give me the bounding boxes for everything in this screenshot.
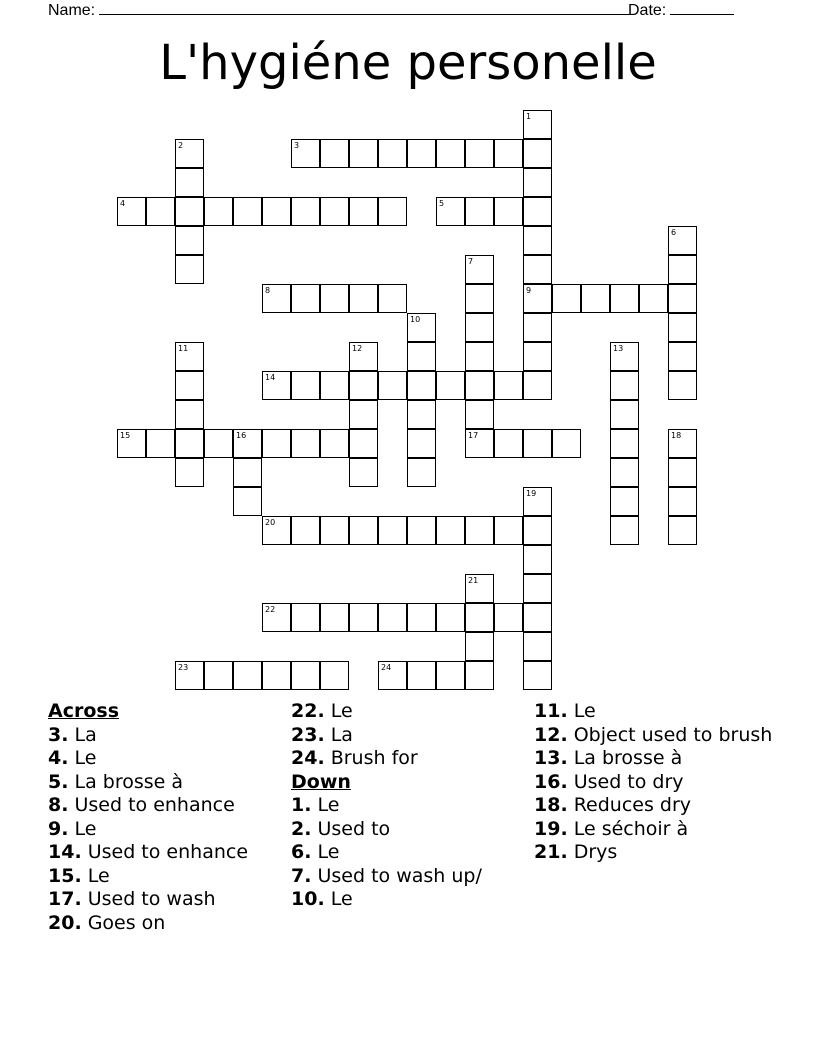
clue-number: 12.	[534, 723, 568, 746]
grid-cell[interactable]	[349, 603, 378, 632]
clue-text: Used to enhance	[68, 794, 235, 816]
grid-cell[interactable]	[146, 429, 175, 458]
across-clue	[48, 794, 278, 818]
grid-cell[interactable]	[465, 516, 494, 545]
grid-cell[interactable]	[262, 516, 291, 545]
grid-cell[interactable]	[378, 516, 407, 545]
grid-cell[interactable]	[378, 603, 407, 632]
clue-text: Le	[81, 864, 110, 887]
grid-cell[interactable]	[465, 371, 494, 400]
grid-cell[interactable]	[233, 661, 262, 690]
grid-cell[interactable]	[523, 574, 552, 603]
grid-cell[interactable]	[668, 313, 697, 342]
cell-number: 24	[381, 663, 392, 672]
clue-number: 23.	[291, 723, 325, 746]
grid-cell[interactable]	[233, 458, 262, 487]
grid-cell[interactable]	[465, 661, 494, 690]
cell-number: 13	[613, 344, 624, 353]
grid-cell[interactable]	[233, 197, 262, 226]
grid-cell[interactable]	[436, 139, 465, 168]
clue-number: 13.	[534, 747, 568, 769]
grid-cell[interactable]	[320, 516, 349, 545]
grid-cell[interactable]	[233, 487, 262, 516]
grid-cell[interactable]	[610, 342, 639, 371]
grid-cell[interactable]	[523, 603, 552, 632]
grid-cell[interactable]	[610, 371, 639, 400]
grid-cell[interactable]	[465, 139, 494, 168]
down-clue	[534, 794, 774, 818]
grid-cell[interactable]	[291, 284, 320, 313]
clue-text: Le séchoir à	[567, 817, 689, 840]
grid-cell[interactable]	[262, 284, 291, 313]
grid-cell[interactable]	[233, 429, 262, 458]
grid-cell[interactable]	[204, 661, 233, 690]
cell-number: 21	[468, 576, 479, 585]
clue-number: 1.	[291, 794, 312, 816]
grid-cell[interactable]	[494, 429, 523, 458]
grid-cell[interactable]	[320, 284, 349, 313]
grid-cell[interactable]	[349, 458, 378, 487]
across-clue	[48, 888, 278, 912]
down-clue	[534, 700, 774, 724]
grid-cell[interactable]	[407, 400, 436, 429]
grid-cell[interactable]	[204, 429, 233, 458]
clue-number: 8.	[48, 794, 69, 816]
grid-cell[interactable]	[523, 110, 552, 139]
grid-cell[interactable]	[523, 661, 552, 690]
clue-text: La	[68, 723, 97, 746]
across-clue	[48, 865, 278, 889]
grid-cell[interactable]	[407, 313, 436, 342]
grid-cell[interactable]	[291, 516, 320, 545]
across-clue	[48, 841, 278, 865]
clue-text: Used to wash	[81, 888, 216, 910]
grid-cell[interactable]	[610, 487, 639, 516]
grid-cell[interactable]	[494, 139, 523, 168]
clue-number: 5.	[48, 770, 69, 793]
down-clue	[291, 865, 521, 889]
cell-number: 9	[526, 286, 532, 295]
clue-number: 3.	[48, 723, 69, 746]
grid-cell[interactable]	[117, 429, 146, 458]
grid-cell[interactable]	[175, 255, 204, 284]
grid-cell[interactable]	[262, 603, 291, 632]
clue-number: 15.	[48, 864, 82, 887]
clue-number: 6.	[291, 841, 312, 863]
across-clue	[48, 771, 278, 795]
cell-number: 12	[352, 344, 363, 353]
cell-number: 8	[265, 286, 271, 295]
grid-cell[interactable]	[262, 661, 291, 690]
grid-cell[interactable]	[349, 342, 378, 371]
cell-number: 20	[265, 518, 276, 527]
grid-cell[interactable]	[523, 197, 552, 226]
grid-cell[interactable]	[610, 284, 639, 313]
grid-cell[interactable]	[610, 429, 639, 458]
grid-cell[interactable]	[668, 458, 697, 487]
clue-text: La	[324, 723, 353, 746]
grid-cell[interactable]	[291, 661, 320, 690]
grid-cell[interactable]	[262, 197, 291, 226]
grid-cell[interactable]	[436, 603, 465, 632]
clue-number: 4.	[48, 747, 69, 769]
clue-text: Le	[311, 841, 340, 863]
grid-cell[interactable]	[523, 342, 552, 371]
grid-cell[interactable]	[407, 661, 436, 690]
grid-cell[interactable]	[465, 342, 494, 371]
grid-cell[interactable]	[494, 516, 523, 545]
clue-number: 17.	[48, 888, 82, 910]
grid-cell[interactable]	[349, 284, 378, 313]
grid-cell[interactable]	[175, 661, 204, 690]
grid-cell[interactable]	[523, 429, 552, 458]
grid-cell[interactable]	[436, 197, 465, 226]
grid-cell[interactable]	[378, 197, 407, 226]
grid-cell[interactable]	[668, 371, 697, 400]
across-clue	[291, 724, 521, 748]
across-clue	[48, 912, 278, 936]
clue-text: Le	[324, 888, 353, 910]
grid-cell[interactable]	[407, 603, 436, 632]
grid-cell[interactable]	[465, 429, 494, 458]
grid-cell[interactable]	[668, 429, 697, 458]
clue-number: 24.	[291, 747, 325, 769]
grid-cell[interactable]	[465, 197, 494, 226]
grid-cell[interactable]	[349, 516, 378, 545]
grid-cell[interactable]	[523, 371, 552, 400]
grid-cell[interactable]	[668, 516, 697, 545]
cell-number: 2	[178, 141, 184, 150]
clue-number: 11.	[534, 700, 568, 722]
cell-number: 18	[671, 431, 682, 440]
cell-number: 19	[526, 489, 537, 498]
grid-cell[interactable]	[378, 284, 407, 313]
across-heading: Across	[48, 700, 120, 722]
clue-text: La brosse à	[68, 770, 184, 793]
grid-cell[interactable]	[291, 371, 320, 400]
grid-cell[interactable]	[610, 400, 639, 429]
down-clue	[291, 888, 521, 912]
grid-cell[interactable]	[465, 400, 494, 429]
grid-cell[interactable]	[175, 429, 204, 458]
clue-text: Le	[311, 794, 340, 816]
clue-text: Le	[324, 700, 353, 722]
clue-text: Object used to brush	[567, 723, 773, 746]
name-label: Name:	[48, 2, 96, 19]
grid-cell[interactable]	[407, 458, 436, 487]
grid-cell[interactable]	[291, 603, 320, 632]
grid-cell[interactable]	[494, 603, 523, 632]
clue-text: Le	[567, 700, 596, 722]
clue-number: 18.	[534, 794, 568, 816]
cell-number: 22	[265, 605, 276, 614]
grid-cell[interactable]	[175, 226, 204, 255]
clue-number: 10.	[291, 888, 325, 910]
grid-cell[interactable]	[349, 371, 378, 400]
clue-text: Brush for	[324, 747, 418, 769]
grid-cell[interactable]	[291, 429, 320, 458]
grid-cell[interactable]	[436, 516, 465, 545]
grid-cell[interactable]	[320, 197, 349, 226]
grid-cell[interactable]	[523, 255, 552, 284]
cell-number: 11	[178, 344, 189, 353]
clue-text: Used to	[311, 817, 391, 840]
grid-cell[interactable]	[523, 313, 552, 342]
grid-cell[interactable]	[610, 516, 639, 545]
grid-cell[interactable]	[175, 458, 204, 487]
cell-number: 10	[410, 315, 421, 324]
clue-number: 9.	[48, 817, 69, 840]
cell-number: 7	[468, 257, 474, 266]
down-clue	[291, 841, 521, 865]
grid-cell[interactable]	[581, 284, 610, 313]
grid-cell[interactable]	[523, 168, 552, 197]
cell-number: 15	[120, 431, 131, 440]
grid-cell[interactable]	[465, 284, 494, 313]
cell-number: 23	[178, 663, 189, 672]
grid-cell[interactable]	[523, 139, 552, 168]
across-clue	[48, 747, 278, 771]
grid-cell[interactable]	[465, 603, 494, 632]
grid-cell[interactable]	[668, 487, 697, 516]
cell-number: 3	[294, 141, 300, 150]
grid-cell[interactable]	[610, 458, 639, 487]
down-clue	[534, 747, 774, 771]
grid-cell[interactable]	[349, 400, 378, 429]
grid-cell[interactable]	[320, 429, 349, 458]
grid-cell[interactable]	[523, 516, 552, 545]
clue-number: 14.	[48, 841, 82, 863]
cell-number: 17	[468, 431, 479, 440]
clue-text: Used to wash up/	[311, 864, 482, 887]
cell-number: 5	[439, 199, 445, 208]
down-heading: Down	[291, 770, 351, 793]
grid-cell[interactable]	[175, 139, 204, 168]
grid-cell[interactable]	[494, 197, 523, 226]
grid-cell[interactable]	[175, 400, 204, 429]
grid-cell[interactable]	[523, 632, 552, 661]
across-clue	[291, 747, 521, 771]
cell-number: 6	[671, 228, 677, 237]
grid-cell[interactable]	[407, 371, 436, 400]
down-clue	[534, 771, 774, 795]
grid-cell[interactable]	[117, 197, 146, 226]
grid-cell[interactable]	[523, 487, 552, 516]
clue-number: 16.	[534, 770, 568, 793]
grid-cell[interactable]	[465, 632, 494, 661]
grid-cell[interactable]	[175, 168, 204, 197]
down-column	[534, 700, 774, 865]
cell-number: 4	[120, 199, 126, 208]
clue-number: 2.	[291, 817, 312, 840]
grid-cell[interactable]	[465, 255, 494, 284]
grid-cell[interactable]	[378, 139, 407, 168]
clue-number: 21.	[534, 841, 568, 863]
clue-text: Used to enhance	[81, 841, 249, 863]
grid-cell[interactable]	[262, 429, 291, 458]
across-clue	[48, 818, 278, 842]
grid-cell[interactable]	[320, 661, 349, 690]
cell-number: 1	[526, 112, 532, 121]
grid-cell[interactable]	[407, 429, 436, 458]
page-title: L'hygiéne personelle	[159, 35, 657, 91]
clue-text: Used to dry	[567, 770, 684, 793]
down-clue	[534, 724, 774, 748]
clue-text: Le	[68, 817, 97, 840]
clue-number: 20.	[48, 911, 82, 934]
grid-cell[interactable]	[349, 139, 378, 168]
grid-cell[interactable]	[668, 284, 697, 313]
down-clue	[534, 818, 774, 842]
grid-cell[interactable]	[378, 371, 407, 400]
grid-cell[interactable]	[523, 226, 552, 255]
date-label: Date:	[628, 2, 667, 19]
grid-cell[interactable]	[407, 139, 436, 168]
down-clue	[291, 794, 521, 818]
grid-cell[interactable]	[349, 429, 378, 458]
clue-text: La brosse à	[567, 747, 683, 769]
across-column	[48, 700, 278, 935]
grid-cell[interactable]	[378, 661, 407, 690]
grid-cell[interactable]	[552, 429, 581, 458]
clue-number: 22.	[291, 700, 325, 722]
grid-cell[interactable]	[291, 197, 320, 226]
clue-text: Drys	[567, 841, 618, 863]
grid-cell[interactable]	[349, 197, 378, 226]
grid-cell[interactable]	[320, 603, 349, 632]
grid-cell[interactable]	[639, 284, 668, 313]
grid-cell[interactable]	[523, 284, 552, 313]
mid-column	[291, 700, 521, 912]
grid-cell[interactable]	[494, 371, 523, 400]
grid-cell[interactable]	[175, 371, 204, 400]
clue-number: 19.	[534, 817, 568, 840]
down-clue	[534, 841, 774, 865]
clue-text: Reduces dry	[567, 794, 692, 816]
grid-cell[interactable]	[291, 139, 320, 168]
cell-number: 16	[236, 431, 247, 440]
grid-cell[interactable]	[465, 313, 494, 342]
clue-text: Le	[68, 747, 97, 769]
clue-text: Goes on	[81, 911, 166, 934]
grid-cell[interactable]	[465, 574, 494, 603]
grid-cell[interactable]	[175, 342, 204, 371]
across-clue	[291, 700, 521, 724]
grid-cell[interactable]	[436, 661, 465, 690]
grid-cell[interactable]	[552, 284, 581, 313]
grid-cell[interactable]	[146, 197, 175, 226]
grid-cell[interactable]	[436, 371, 465, 400]
grid-cell[interactable]	[320, 139, 349, 168]
grid-cell[interactable]	[523, 545, 552, 574]
grid-cell[interactable]	[320, 371, 349, 400]
grid-cell[interactable]	[204, 197, 233, 226]
across-clue	[48, 724, 278, 748]
grid-cell[interactable]	[668, 226, 697, 255]
down-clue	[291, 818, 521, 842]
cell-number: 14	[265, 373, 276, 382]
grid-cell[interactable]	[175, 197, 204, 226]
grid-cell[interactable]	[407, 342, 436, 371]
grid-cell[interactable]	[668, 255, 697, 284]
grid-cell[interactable]	[407, 516, 436, 545]
grid-cell[interactable]	[668, 342, 697, 371]
clue-number: 7.	[291, 864, 312, 887]
grid-cell[interactable]	[262, 371, 291, 400]
